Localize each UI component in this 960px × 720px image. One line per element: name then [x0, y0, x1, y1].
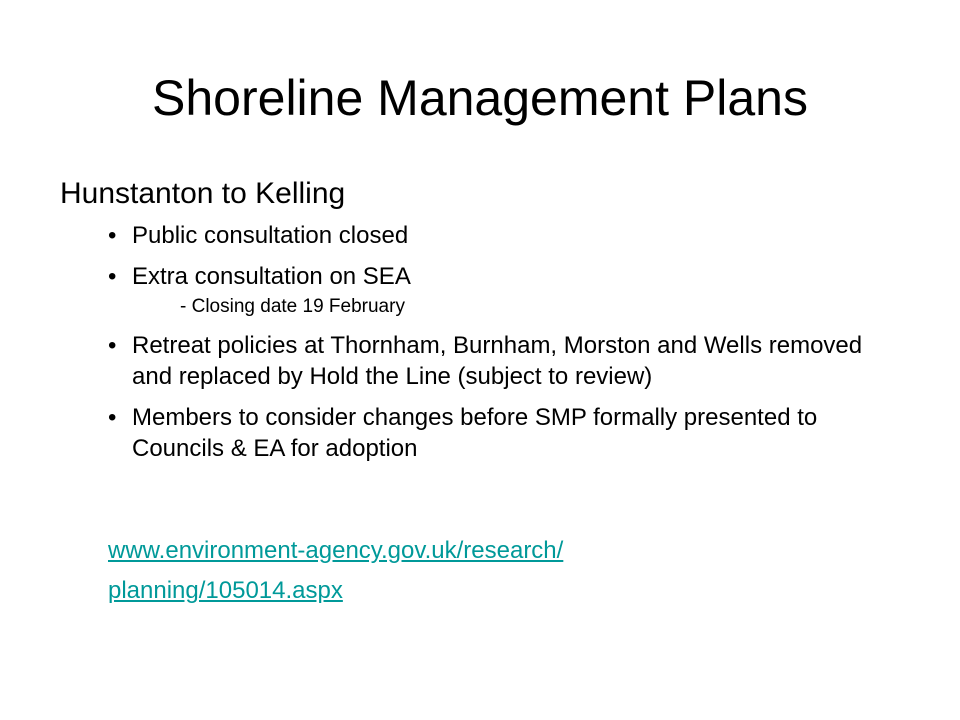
slide-subtitle: Hunstanton to Kelling [60, 177, 346, 210]
bullet-dot-icon: • [108, 263, 117, 290]
bullet-dot-icon: • [108, 332, 117, 359]
bullet-list [108, 220, 908, 464]
bullet-item [108, 220, 908, 251]
environment-agency-link-line-1[interactable]: www.environment-agency.gov.uk/research/ [108, 537, 564, 564]
bullet-text: Public consultation closed [132, 222, 409, 249]
bullet-text: Extra consultation on SEA [132, 263, 411, 290]
bullet-item [108, 402, 908, 464]
bullet-text: Members to consider changes before SMP formally presented to Councils & EA for adoption [132, 404, 818, 462]
bullet-dot-icon: • [108, 222, 117, 249]
bullet-dot-icon: • [108, 404, 117, 431]
bullet-item [108, 261, 908, 320]
environment-agency-link-line-2[interactable]: planning/105014.aspx [108, 577, 343, 604]
bullet-text: Retreat policies at Thornham, Burnham, Morston and Wells removed and replaced by Hold the Line (subject to review) [132, 332, 863, 390]
bullet-item [108, 330, 908, 392]
slide-title: Shoreline Management Plans [152, 70, 808, 126]
sub-bullet-text: - Closing date 19 February [180, 296, 405, 317]
